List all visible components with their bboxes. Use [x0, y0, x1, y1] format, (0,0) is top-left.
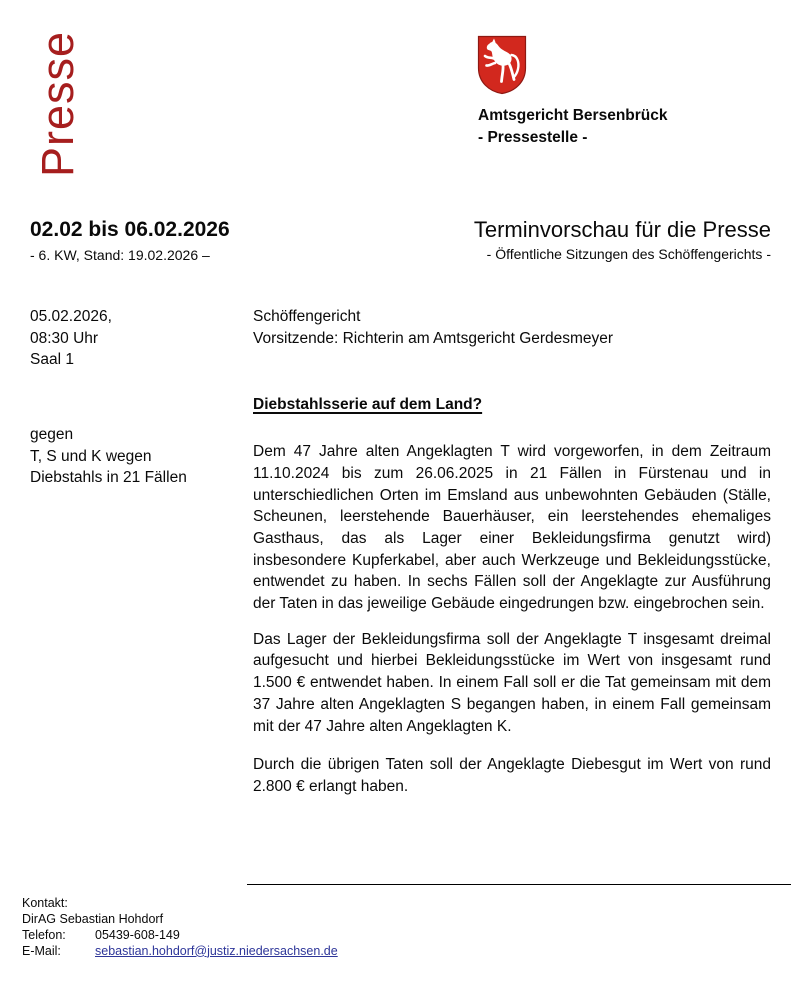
- phone-number: 05439-608-149: [95, 927, 180, 942]
- case-paragraph-1: Dem 47 Jahre alten Angeklagten T wird vorgeworfen, in dem Zeitraum 11.10.2024 bis zum 26.06.2025 in 21 Fällen in Fürstenau und in unterschiedlichen Orten im Emsland aus unbewohnten Gebäuden (Ställe, Scheunen, leerstehende Bauerhäuser, ein leerstehendes ehemaliges Gasthaus, das als Lager einer Bekleidungsfirma genutzt wird) insbesondere Kupferkabel, aber auch Werkzeuge und Bekleidungsstücke, entwendet zu haben. In sechs Fällen soll der Angeklagte zur Ausführung der Taten in das jeweilige Gebäude eingedrungen bzw. eingebrochen sein.: [253, 443, 771, 613]
- email-label: E-Mail:: [22, 943, 61, 958]
- case-paragraph-3: Durch die übrigen Taten soll der Angeklagte Diebesgut im Wert von rund 2.800 € erlangt haben.: [253, 756, 771, 795]
- session-time: 08:30 Uhr: [30, 329, 99, 347]
- press-preview-title: Terminvorschau für die Presse: [473, 217, 771, 242]
- presse-watermark: Presse: [32, 30, 83, 177]
- case-headline: Diebstahlsserie auf dem Land?: [253, 396, 483, 414]
- org-name: Amtsgericht Bersenbrück: [478, 107, 668, 124]
- week-range-title: 02.02 bis 06.02.2026: [30, 218, 230, 241]
- session-room: Saal 1: [30, 351, 74, 369]
- phone-label: Telefon:: [22, 927, 66, 942]
- session-date: 05.02.2026,: [30, 308, 112, 325]
- week-stand-subtitle: - 6. KW, Stand: 19.02.2026 –: [30, 247, 210, 263]
- defendants: T, S und K wegen: [30, 447, 152, 465]
- presiding-judge: Vorsitzende: Richterin am Amtsgericht Gerdesmeyer: [253, 329, 614, 347]
- contact-heading: Kontakt:: [22, 896, 68, 910]
- against-label: gegen: [30, 426, 74, 443]
- footer-divider: [247, 884, 791, 885]
- lower-saxony-coat-of-arms-icon: [477, 35, 527, 95]
- email-link[interactable]: sebastian.hohdorf@justiz.niedersachsen.de: [95, 943, 338, 958]
- contact-phone-row: [22, 928, 338, 944]
- case-paragraph-2: Das Lager der Bekleidungsfirma soll der Angeklagte T insgesamt dreimal aufgesucht und hierbei Bekleidungsstücke im Wert von insgesamt rund 1.500 € entwendet haben. In einem Fall soll er die Tat gemeinsam mit dem 37 Jahre alten Angeklagten S begangen haben, in einem Fall gemeinsam mit der 47 Jahre alten Angeklagten K.: [253, 630, 771, 735]
- contact-email-row: [22, 944, 338, 960]
- court-type: Schöffengericht: [253, 308, 361, 325]
- press-preview-subtitle: - Öffentliche Sitzungen des Schöffengerichts -: [486, 246, 771, 262]
- org-dept: - Pressestelle -: [478, 129, 588, 146]
- contact-name: DirAG Sebastian Hohdorf: [22, 911, 164, 926]
- charge: Diebstahls in 21 Fällen: [30, 469, 187, 487]
